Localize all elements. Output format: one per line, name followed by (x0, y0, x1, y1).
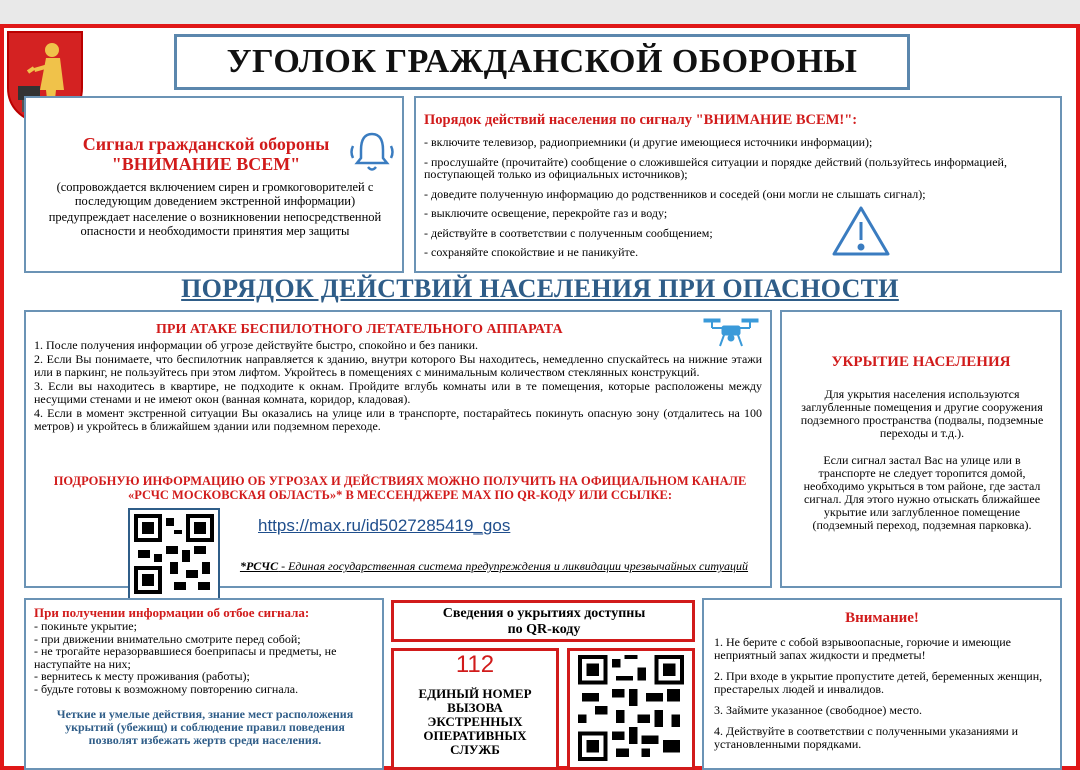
attention-heading: Внимание! (845, 610, 919, 626)
list-item: 2. При входе в укрытие пропустите детей, беременных женщин, престарелых людей и инвалидов. (714, 669, 1043, 696)
qr-code-icon (128, 508, 220, 600)
bell-icon (348, 128, 396, 181)
shelter-box (780, 310, 1062, 588)
list-item: - будьте готовы к возможному повторению сигнала. (34, 681, 299, 696)
signal-heading (46, 134, 366, 174)
procedure-list (424, 136, 1024, 262)
footnote-key: *РСЧС (239, 559, 279, 573)
list-item: - сохраняйте спокойствие и не паникуйте. (424, 245, 639, 259)
list-item: - не трогайте неразорвавшиеся боеприпасы и предметы, не наступайте на них; (34, 644, 337, 671)
signal-heading-line1: Сигнал гражданской обороны (82, 134, 330, 154)
channel-link[interactable]: https://max.ru/id5027285419_gos (258, 516, 511, 535)
list-item: 1. После получения информации об угрозе действуйте быстро, спокойно и без паники. (34, 338, 479, 352)
shelter-p2: Если сигнал застал Вас на улице или в транспорте не следует торопится домой, необходимо укрыться в том районе, где застал сигнал. Для этого нужно отыскать ближайшее укрытие или заглубленное помещение (подземный переход, подземная парковка). (803, 453, 1041, 532)
list-item: 2. Если Вы понимаете, что беспилотник направляется к зданию, внутри которого Вы находитесь, немедленно спускайтесь на нижние этажи или в паркинг, не пользуйтесь при этом лифтом. Укройтесь в помещениях с минимальным количеством стеклянных конструкций. (34, 351, 762, 379)
signal-note: (сопровождается включением сирен и громкоговорителей с последующим доведением экстренной информации) (56, 180, 374, 208)
shelter-heading: УКРЫТИЕ НАСЕЛЕНИЯ (831, 354, 1011, 370)
allclear-list (34, 620, 374, 695)
emergency-number: 112 (455, 651, 495, 678)
list-item: - доведите полученную информацию до родственников и соседей (они могли не слышать сигнал); (424, 186, 926, 201)
emergency-box (391, 648, 559, 770)
list-item: 4. Если в момент экстренной ситуации Вы оказались на улице или в транспорте, постарайтесь покинуть опасную зону (отдалитесь на 100 метров) и укройтесь в ближайшем здании или подземном переходе. (34, 405, 762, 433)
shelter-info-box (391, 600, 695, 642)
procedure-heading: Порядок действий населения по сигналу "ВНИМАНИЕ ВСЕМ!": (424, 112, 858, 128)
allclear-heading: При получении информации об отбое сигнала: (34, 605, 310, 620)
drone-heading: ПРИ АТАКЕ БЕСПИЛОТНОГО ЛЕТАТЕЛЬНОГО АППАРАТА (156, 322, 563, 337)
footnote (226, 560, 762, 573)
attention-box (702, 598, 1062, 770)
list-item: - покиньте укрытие; (34, 619, 137, 633)
page-title: УГОЛОК ГРАЖДАНСКОЙ ОБОРОНЫ (226, 43, 858, 80)
list-item: 1. Не берите с собой взрывоопасные, горючие и имеющие неприятный запах жидкости и предметы! (714, 635, 1012, 662)
drone-box (24, 310, 772, 588)
list-item: 3. Займите указанное (свободное) место. (714, 703, 922, 717)
signal-desc: предупреждает население о возникновении непосредственной опасности и необходимости принятия мер защиты (48, 210, 382, 238)
more-info-text: ПОДРОБНУЮ ИНФОРМАЦИЮ ОБ УГРОЗАХ И ДЕЙСТВИЯХ МОЖНО ПОЛУЧИТЬ НА ОФИЦИАЛЬНОМ КАНАЛЕ «РСЧС МОСКОВСКАЯ ОБЛАСТЬ»* В МЕССЕНДЖЕРЕ МАХ ПО QR-КОДУ ИЛИ ССЫЛКЕ: (53, 474, 747, 502)
procedure-box (414, 96, 1062, 273)
signal-heading-line2: "ВНИМАНИЕ ВСЕМ" (111, 154, 301, 174)
shelter-info-text: Сведения о укрытиях доступны по QR-коду (442, 606, 646, 637)
section-title: ПОРЯДОК ДЕЙСТВИЙ НАСЕЛЕНИЯ ПРИ ОПАСНОСТИ (181, 274, 899, 303)
list-item: 3. Если вы находитесь в квартире, не подходите к окнам. Пройдите вглубь комнаты или в те помещения, которые расположены между несущими стенами и не имеют окон (ванная комната, коридор, кладовая). (34, 378, 762, 406)
list-item: - включите телевизор, радиоприемники (и другие имеющиеся источники информации); (424, 135, 873, 149)
qr-code-icon (578, 655, 684, 766)
list-item: - выключите освещение, перекройте газ и воду; (424, 206, 668, 220)
warning-triangle-icon (830, 204, 892, 263)
drone-list (34, 339, 762, 434)
list-item: - вернитесь к месту проживания (работы); (34, 669, 250, 683)
footnote-text: - Единая государственная система предупреждения и ликвидации чрезвычайных ситуаций (278, 559, 749, 573)
shelter-qr-box (567, 648, 695, 770)
poster (0, 24, 1080, 770)
allclear-footer: Четкие и умелые действия, знание мест расположения укрытий (убежищ) и соблюдение правил поведения позволят избежать жертв среди населения. (56, 707, 354, 747)
title-box (174, 34, 910, 90)
list-item: - прослушайте (прочитайте) сообщение о сложившейся ситуации и порядке действий (пользуйтесь информацией, поступающей только из официальных источников); (424, 154, 1007, 181)
list-item: 4. Действуйте в соответствии с полученными указаниями и установленными порядками. (714, 724, 1019, 751)
shelter-p1: Для укрытия населения используются заглубленные помещения и другие сооружения подземного пространства (подвалы, подземные переходы и т.д.). (800, 387, 1044, 440)
signal-box (24, 96, 404, 273)
emergency-label: ЕДИНЫЙ НОМЕР ВЫЗОВА ЭКСТРЕННЫХ ОПЕРАТИВНЫХ СЛУЖБ (418, 686, 532, 757)
list-item: - действуйте в соответствии с полученным сообщением; (424, 225, 713, 240)
list-item: - при движении внимательно смотрите перед собой; (34, 631, 301, 646)
allclear-box (24, 598, 384, 770)
attention-list (714, 636, 1044, 751)
